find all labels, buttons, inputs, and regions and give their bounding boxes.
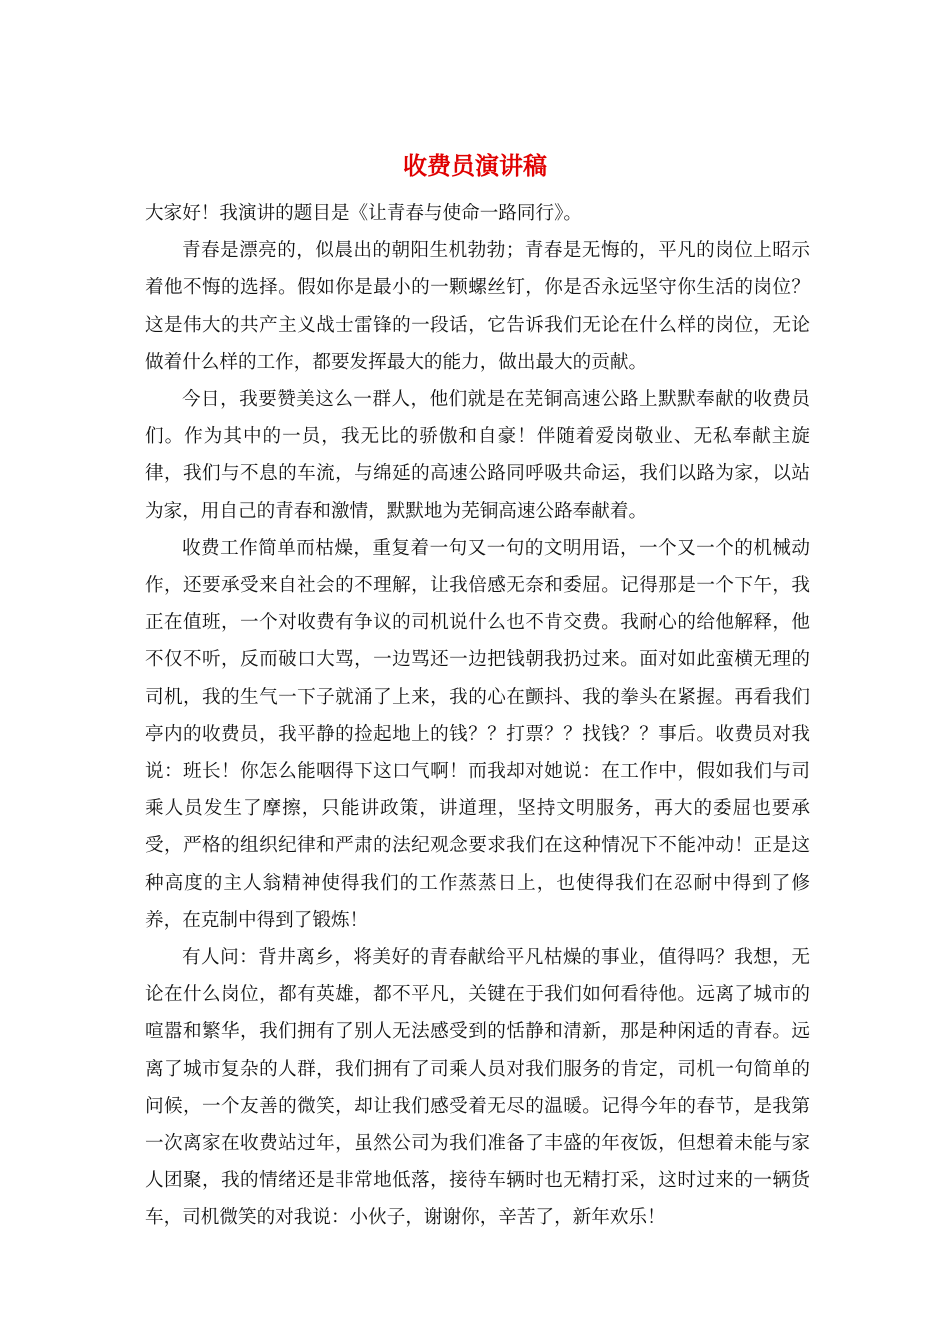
paragraph-praise: 今日，我要赞美这么一群人，他们就是在芜铜高速公路上默默奉献的收费员们。作为其中的一员，我无比的骄傲和自豪！伴随着爱岗敬业、无私奉献主旋律，我们与不息的车流，与绵延的高速公路同呼吸共命运，我们以路为家，以站为家，用自己的青春和激情，默默地为芜铜高速公路奉献着。 xyxy=(145,389,810,522)
paragraph-youth: 青春是漂亮的，似晨出的朝阳生机勃勃；青春是无悔的，平凡的岗位上昭示着他不悔的选择。假如你是最小的一颗螺丝钉，你是否永远坚守你生活的岗位？这是伟大的共产主义战士雷锋的一段话，它告诉我们无论在什么样的岗位，无论做着什么样的工作，都要发挥最大的能力，做出最大的贡献。 xyxy=(145,240,810,373)
paragraph-work: 收费工作简单而枯燥，重复着一句又一句的文明用语，一个又一个的机械动作，还要承受来自社会的不理解，让我倍感无奈和委屈。记得那是一个下午，我正在值班，一个对收费有争议的司机说什么也不肯交费。我耐心的给他解释，他不仅不听，反而破口大骂，一边骂还一边把钱朝我扔过来。面对如此蛮横无理的司机，我的生气一下子就涌了上来，我的心在颤抖、我的拳头在紧握。再看我们亭内的收费员，我平静的捡起地上的钱？？打票？？找钱？？事后。收费员对我说：班长！你怎么能咽得下这口气啊！而我却对她说：在工作中，假如我们与司乘人员发生了摩擦，只能讲政策，讲道理，坚持文明服务，再大的委屈也要承受，严格的组织纪律和严肃的法纪观念要求我们在这种情况下不能冲动！正是这种高度的主人翁精神使得我们的工作蒸蒸日上，也使得我们在忍耐中得到了修养，在克制中得到了锻炼！ xyxy=(145,537,810,931)
paragraph-greeting: 大家好！我演讲的题目是《让青春与使命一路同行》。 xyxy=(145,203,582,224)
paragraph-question: 有人问：背井离乡，将美好的青春献给平凡枯燥的事业，值得吗？我想，无论在什么岗位，都有英雄，都不平凡，关键在于我们如何看待他。远离了城市的喧嚣和繁华，我们拥有了别人无法感受到的恬静和清新，那是种闲适的青春。远离了城市复杂的人群，我们拥有了司乘人员对我们服务的肯定，司机一句简单的问候，一个友善的微笑，却让我们感受着无尽的温暖。记得今年的春节，是我第一次离家在收费站过年，虽然公司为我们准备了丰盛的年夜饭，但想着未能与家人团聚，我的情绪还是非常地低落，接待车辆时也无精打采，这时过来的一辆货车，司机微笑的对我说：小伙子，谢谢你，辛苦了，新年欢乐！ xyxy=(145,947,810,1229)
document-body xyxy=(145,195,810,1237)
document-title: 收费员演讲稿 xyxy=(403,151,547,180)
